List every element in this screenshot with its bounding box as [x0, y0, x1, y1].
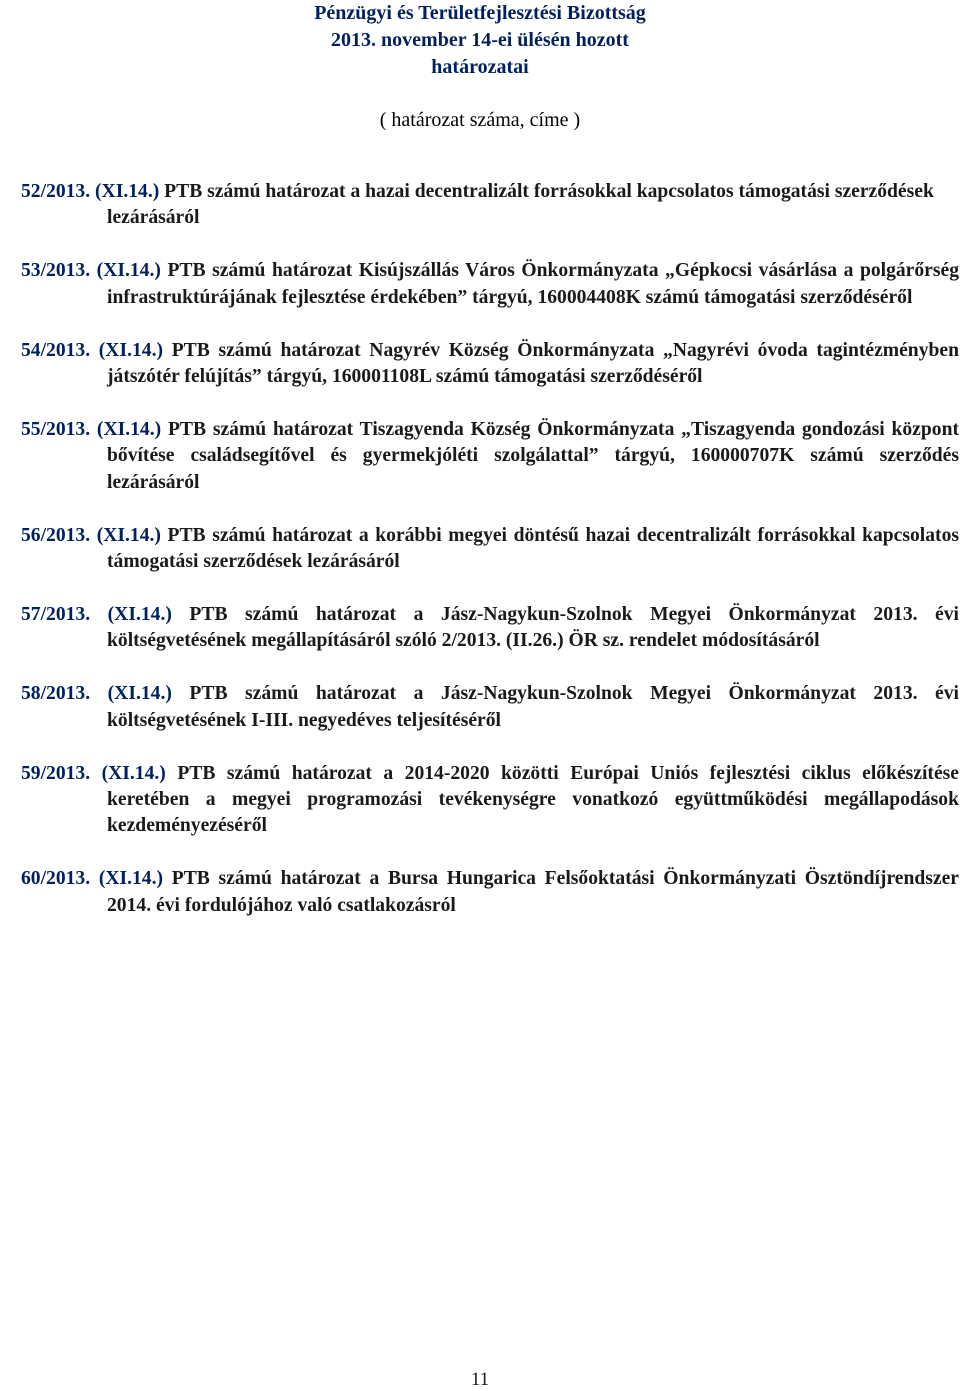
resolution-entry — [21, 866, 959, 919]
resolution-entry — [21, 761, 959, 840]
resolution-number: 55/2013. (XI.14.) — [21, 418, 162, 440]
resolution-number: 54/2013. (XI.14.) — [21, 339, 164, 361]
resolution-entry — [21, 338, 959, 391]
resolution-title: PTB számú határozat Kisújszállás Város Önkormányzata „Gépkocsi vásárlása a polgárőrség infrastruktúrájának fejlesztése érdekében” tárgyú, 160004408K számú támogatási szerződéséről — [107, 260, 959, 308]
resolution-number: 53/2013. (XI.14.) — [21, 260, 161, 282]
resolution-list — [21, 179, 959, 946]
resolution-entry — [21, 417, 959, 496]
resolution-title: PTB számú határozat Nagyrév Község Önkormányzata „Nagyrévi óvoda tagintézményben játszótér felújítás” tárgyú, 160001108L számú támogatási szerződéséről — [107, 339, 959, 388]
resolution-entry — [21, 523, 959, 576]
list-subtitle: ( határozat száma, címe ) — [379, 109, 581, 131]
resolution-entry — [21, 258, 959, 311]
resolution-number: 59/2013. (XI.14.) — [21, 762, 166, 784]
session-date: 2013. november 14-ei ülésén hozott — [331, 29, 629, 51]
committee-name: Pénzügyi és Területfejlesztési Bizottság — [314, 2, 646, 24]
resolution-number: 60/2013. (XI.14.) — [21, 868, 164, 890]
resolution-title: PTB számú határozat Tiszagyenda Község Önkormányzata „Tiszagyenda gondozási központ bővítése családsegítővel és gyermekjóléti szolgálattal” tárgyú, 160000707K számú szerződés lezárásáról — [107, 418, 959, 493]
document-header — [0, 0, 960, 134]
resolution-number: 58/2013. (XI.14.) — [21, 683, 172, 705]
resolutions-heading: határozatai — [431, 56, 529, 78]
resolution-title: PTB számú határozat a korábbi megyei döntésű hazai decentralizált forrásokkal kapcsolatos támogatási szerződések lezárásáról — [107, 524, 959, 573]
page-number: 11 — [470, 1369, 490, 1390]
resolution-title: PTB számú határozat a hazai decentralizált forrásokkal kapcsolatos támogatási szerződések lezárásáról — [107, 181, 934, 229]
resolution-title: PTB számú határozat a Jász-Nagykun-Szolnok Megyei Önkormányzat 2013. évi költségvetésének megállapításáról szóló 2/2013. (II.26.) ÖR sz. rendelet módosításáról — [107, 603, 959, 652]
resolution-entry — [21, 602, 959, 655]
resolution-entry — [21, 681, 959, 734]
resolution-number: 52/2013. (XI.14.) — [21, 181, 160, 202]
resolution-number: 56/2013. (XI.14.) — [21, 524, 161, 546]
resolution-entry — [21, 179, 959, 232]
resolution-title: PTB számú határozat a Bursa Hungarica Felsőoktatási Önkormányzati Ösztöndíjrendszer 2014. évi fordulójához való csatlakozásról — [107, 868, 959, 916]
resolution-title: PTB számú határozat a 2014-2020 közötti Európai Uniós fejlesztési ciklus előkészítése keretében a megyei programozási tevékenységre vonatkozó együttműködési megállapodások kezdeményezéséről — [107, 762, 959, 837]
resolution-number: 57/2013. (XI.14.) — [21, 603, 172, 625]
resolution-title: PTB számú határozat a Jász-Nagykun-Szolnok Megyei Önkormányzat 2013. évi költségvetésének I-III. negyedéves teljesítéséről — [107, 683, 959, 731]
